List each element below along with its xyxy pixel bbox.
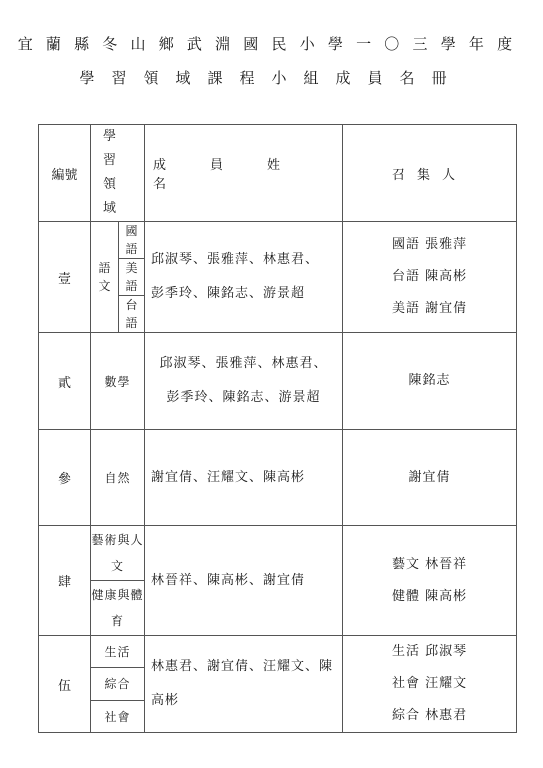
area-cell: 綜合	[91, 668, 145, 700]
header-members: 成員姓名	[145, 125, 343, 222]
area-cell: 數學	[91, 333, 145, 430]
row-number: 肆	[39, 526, 91, 636]
table-row	[39, 430, 517, 526]
row-number: 伍	[39, 636, 91, 733]
subject-cell: 台語	[119, 296, 145, 333]
convener-cell: 陳銘志	[343, 333, 517, 430]
area-cell: 社會	[91, 700, 145, 732]
area-cell: 自然	[91, 430, 145, 526]
convener-cell: 藝文 林晉祥 健體 陳高彬	[343, 526, 517, 636]
header-row	[39, 125, 517, 222]
table-row	[39, 333, 517, 430]
header-area: 學習 領域	[91, 125, 145, 222]
header-convener: 召集人	[343, 125, 517, 222]
area-cell: 健康與體育	[91, 581, 145, 636]
convener-cell: 國語 張雅萍 台語 陳高彬 美語 謝宜倩	[343, 222, 517, 333]
members-cell: 林惠君、謝宜倩、汪耀文、陳高彬	[145, 636, 343, 733]
members-cell: 林晉祥、陳高彬、謝宜倩	[145, 526, 343, 636]
language-group-cell: 語文	[91, 222, 119, 333]
document-title-line2: 學習領域課程小組成員名冊	[79, 69, 464, 87]
roster-table	[38, 124, 517, 733]
document-title-line1: 宜蘭縣冬山鄉武淵國民小學一〇三學年度	[17, 35, 526, 53]
subject-cell: 國語	[119, 222, 145, 259]
table-row	[39, 636, 517, 668]
members-cell: 邱淑琴、張雅萍、林惠君、 彭季玲、陳銘志、游景超	[145, 333, 343, 430]
row-number: 壹	[39, 222, 91, 333]
members-cell: 邱淑琴、張雅萍、林惠君、 彭季玲、陳銘志、游景超	[145, 222, 343, 333]
subject-cell: 美語	[119, 259, 145, 296]
convener-cell: 生活 邱淑琴 社會 汪耀文 綜合 林惠君	[343, 636, 517, 733]
header-number: 編號	[39, 125, 91, 222]
members-cell: 謝宜倩、汪耀文、陳高彬	[145, 430, 343, 526]
convener-cell: 謝宜倩	[343, 430, 517, 526]
area-cell: 生活	[91, 636, 145, 668]
table-row	[39, 526, 517, 581]
row-number: 參	[39, 430, 91, 526]
table-row	[39, 222, 517, 259]
area-cell: 藝術與人文	[91, 526, 145, 581]
row-number: 貳	[39, 333, 91, 430]
